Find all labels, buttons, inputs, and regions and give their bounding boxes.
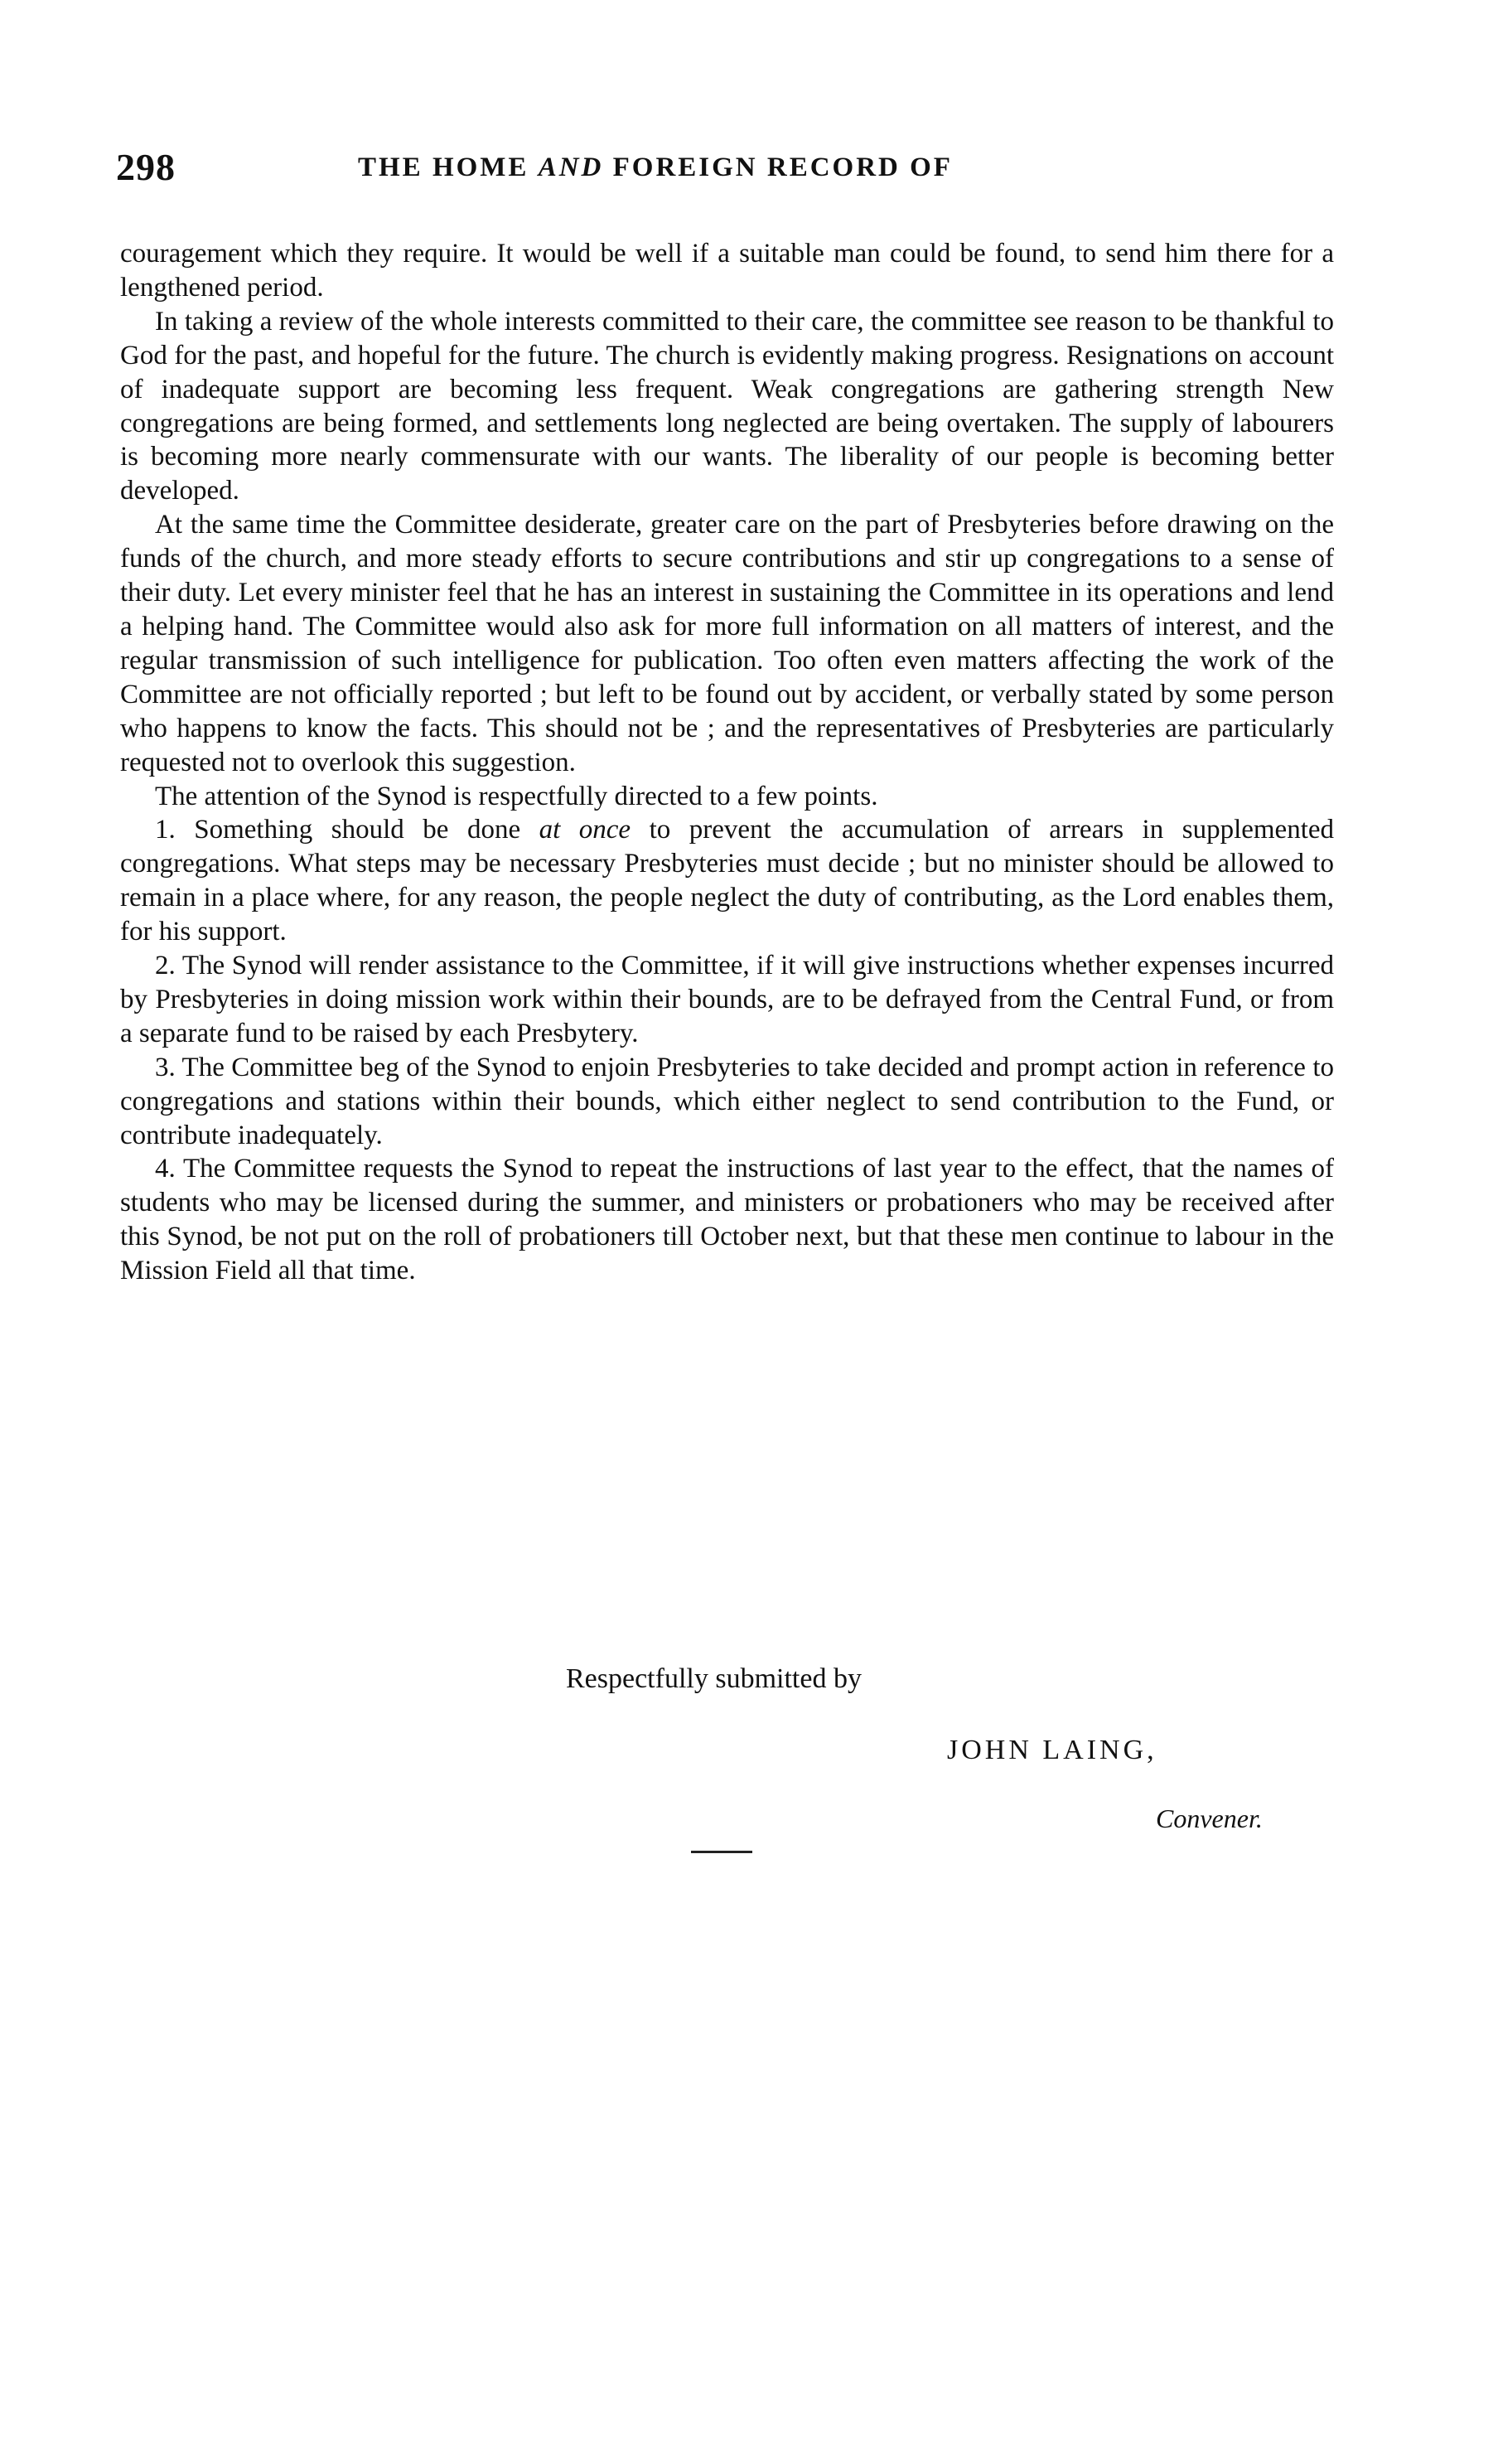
section-divider — [691, 1851, 752, 1853]
paragraph-desiderata: At the same time the Committee desiderate, greater care on the part of Presbyteries before drawing on the funds of the church, and more steady efforts to secure contributions and stir up congregations to a sense of their duty. Let every minister feel that he has an interest in sustaining the Committee in its operations and lend a helping hand. The Committee would also ask for more full information on all matters of interest, and the regular transmission of such intelligence for publication. Too often even matters affecting the work of the Committee are not officially reported ; but left to be found out by accident, or verbally stated by some person who happens to know the facts. This should not be ; and the representatives of Presbyteries are particularly requested not to overlook this suggestion. — [120, 510, 1334, 777]
numbered-point-1 — [120, 813, 1334, 949]
page-number: 298 — [116, 146, 176, 188]
running-head-and: AND — [538, 152, 604, 182]
point-number: 2. — [155, 951, 176, 981]
numbered-point-2 — [120, 949, 1334, 1051]
point-number: 1. — [155, 815, 176, 845]
running-head-part-2: FOREIGN RECORD OF — [612, 152, 953, 182]
point-number: 4. — [155, 1154, 176, 1184]
paragraph-review: In taking a review of the whole interests committed to their care, the committee see reason to be thankful to God for the past, and hopeful for the future. The church is evidently making progress. Resignations on account of inadequate support are becoming less frequent. Weak congregations are gathering strength New congregations are being formed, and settlements long neglected are being overtaken. The supply of labourers is becoming more nearly commensurate with our wants. The liberality of our people is becoming better developed. — [120, 306, 1334, 506]
running-head-part-1: THE HOME — [358, 152, 529, 182]
signer-role: Convener. — [1156, 1803, 1263, 1833]
point-text-after: to prevent the accumulation of arrears in supplemented congregations. What steps may be necessary Presbyteries must decide ; but no minister should be allowed to remain in a place where, for any reason, the people neglect the duty of contributing, as the Lord enables them, for his support. — [120, 815, 1335, 947]
submitted-by-line: Respectfully submitted by — [566, 1663, 862, 1694]
paragraph-attention: The attention of the Synod is respectfully directed to a few points. — [155, 781, 878, 811]
point-text: The Committee requests the Synod to repeat the instructions of last year to the effect, that the names of students who may be licensed during the summer, and ministers or probationers who may be received after this Synod, be not put on the roll of probationers till October next, but that these men continue to labour in the Mission Field all that time. — [120, 1154, 1334, 1286]
paragraph-continuation: couragement which they require. It would be well if a suitable man could be found, to send him there for a lengthened period. — [120, 239, 1334, 303]
signer-name: JOHN LAING, — [947, 1735, 1157, 1765]
point-emphasis: at once — [539, 815, 631, 845]
signoff-block — [0, 1661, 1498, 1876]
numbered-point-3 — [120, 1051, 1334, 1153]
page-header — [116, 143, 1317, 192]
point-text: The Synod will render assistance to the Committee, if it will give instructions whether expenses incurred by Presbyteries in doing mission work within their bounds, are to be defrayed from the Central Fund, or from a separate fund to be raised by each Presbytery. — [120, 951, 1334, 1048]
numbered-point-4 — [120, 1152, 1334, 1288]
point-text-before: Something should be done — [194, 815, 521, 845]
body-text — [120, 237, 1334, 1288]
point-number: 3. — [155, 1052, 176, 1082]
point-text: The Committee beg of the Synod to enjoin Presbyteries to take decided and prompt action in reference to congregations and stations within their bounds, which either neglect to send contribution to the Fund, or contribute inadequately. — [120, 1052, 1334, 1150]
running-head — [358, 148, 953, 187]
